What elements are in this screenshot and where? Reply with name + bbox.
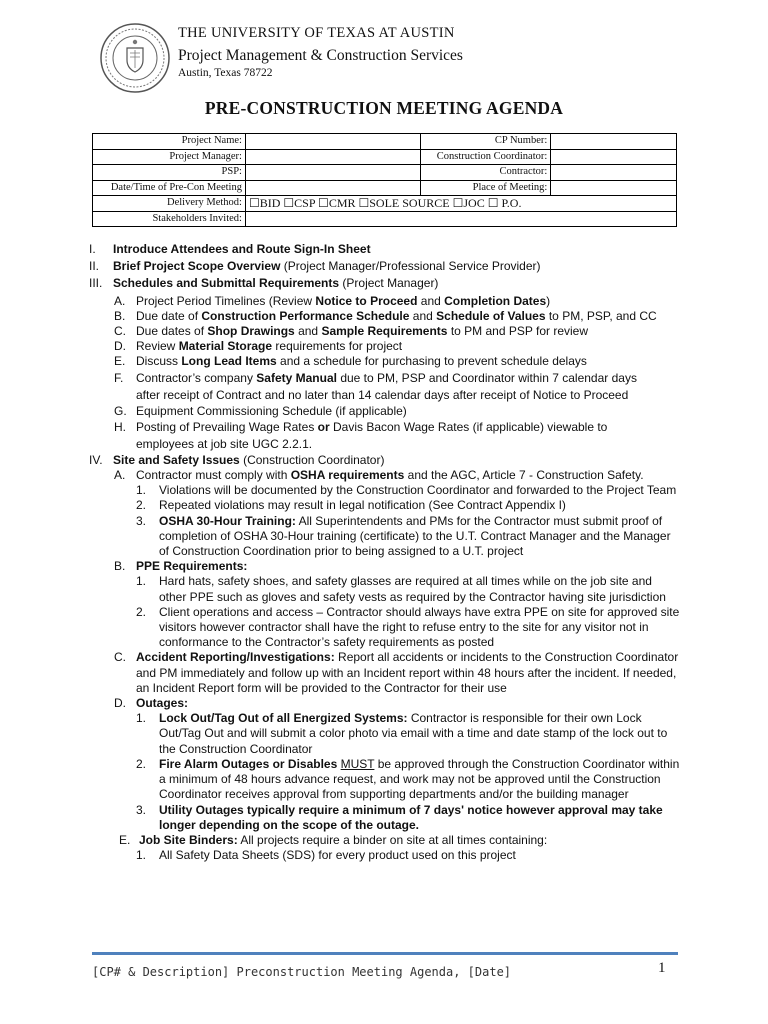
item-text: Contractor must comply with	[136, 468, 291, 483]
table-row	[93, 165, 677, 181]
item-text: to PM and PSP for review	[447, 324, 588, 339]
agenda-item-i	[0, 242, 768, 257]
page-title: PRE-CONSTRUCTION MEETING AGENDA	[204, 98, 564, 118]
stakeholders-label: Stakeholders Invited:	[93, 211, 246, 227]
item-title: Schedules and Submittal Requirements	[113, 276, 340, 291]
page-number: 1	[658, 960, 666, 976]
agenda-subitem-iii-a	[0, 294, 768, 309]
item-text: Project Period Timelines (Review	[136, 293, 316, 308]
item-bold: Shop Drawings	[207, 324, 295, 339]
university-name: THE UNIVERSITY OF TEXAS AT AUSTIN	[178, 25, 455, 41]
item-bold: Notice to Proceed	[315, 293, 418, 308]
item-text: Contractor is responsible for their own Lock Out/Tag Out and will submit a color photo via email with a time and date stamp of the lock out to the Construction Coordinator	[159, 711, 668, 756]
item-bold: OSHA requirements	[290, 468, 405, 483]
item-number: 3.	[136, 513, 147, 528]
item-text: Davis Bacon Wage Rates (if applicable) viewable to	[329, 419, 608, 434]
item-bold: Outages:	[136, 696, 189, 711]
agenda-item-iv	[0, 453, 768, 468]
item-text: and	[417, 293, 445, 308]
item-text: All projects require a binder on site at all times containing:	[237, 832, 548, 847]
item-text: Due dates of	[136, 324, 208, 339]
address: Austin, Texas 78722	[178, 67, 273, 79]
item-bold: PPE Requirements:	[136, 559, 248, 574]
table-row	[93, 134, 677, 150]
item-number: A.	[114, 293, 126, 308]
department-name: Project Management & Construction Services	[178, 47, 463, 64]
item-text: and the AGC, Article 7 - Construction Safety.	[404, 468, 644, 483]
item-bold: Material Storage	[178, 339, 273, 354]
item-text: due to PM, PSP and Coordinator within 7 calendar days	[336, 370, 637, 385]
item-text: Hard hats, safety shoes, and safety glasses are required at all times while on the job site and other PPE such as gloves and safety vests as required by the Contractor having site jurisdiction	[159, 574, 666, 604]
agenda-subitem-iii-b	[0, 309, 768, 324]
item-bold: Job Site Binders:	[139, 832, 238, 847]
item-bold: Sample Requirements	[321, 324, 448, 339]
agenda-subitem-iii-d	[0, 339, 768, 354]
item-text: Discuss	[136, 354, 182, 369]
place-label: Place of Meeting:	[421, 180, 551, 196]
item-text: (Project Manager/Professional Service Provider)	[280, 259, 541, 274]
agenda-subitem-iii-g	[0, 404, 768, 419]
item-underlined: MUST	[340, 756, 375, 771]
item-number: D.	[114, 339, 126, 354]
agenda-subitem-iii-e	[0, 354, 768, 369]
item-text: Repeated violations may result in legal notification (See Contract Appendix I)	[159, 498, 566, 513]
item-number: III.	[89, 276, 103, 291]
agenda-subitem-iv-a-1	[0, 483, 768, 498]
item-number: E.	[119, 832, 131, 847]
item-bold: Construction Performance Schedule	[201, 308, 410, 323]
item-text: All Superintendents and PMs for the Contractor must submit proof of completion of OSHA 30-Hour training (certificate) to the U.T. Contract Manager and the Manager of Construction Coordination prior to being assigned to a U.T. project	[159, 513, 671, 559]
table-row	[93, 196, 677, 212]
item-bold: OSHA 30-Hour Training:	[159, 513, 296, 528]
item-number: 2.	[136, 498, 147, 513]
item-bold: Schedule of Values	[436, 308, 546, 323]
item-number: C.	[114, 324, 126, 339]
item-bold: or	[317, 419, 330, 434]
item-text: Review	[136, 339, 179, 354]
item-number: II.	[89, 259, 100, 274]
item-bold: Lock Out/Tag Out of all Energized Systems:	[159, 711, 408, 726]
item-number: 1.	[136, 711, 147, 726]
university-seal-icon	[99, 22, 171, 94]
item-bold: Fire Alarm Outages or Disables	[159, 756, 341, 771]
item-number: 1.	[136, 848, 147, 863]
agenda-subitem-iv-c	[0, 650, 768, 696]
item-text: Report all accidents or incidents to the Construction Coordinator and PM immediately and follow up with an Incident report within 48 hours after the incident. If needed, an Incident Report form will be provided to the Contractor for their use	[136, 650, 679, 695]
item-text: Posting of Prevailing Wage Rates	[136, 419, 318, 434]
delivery-method-options[interactable]: ☐BID ☐CSP ☐CMR ☐SOLE SOURCE ☐JOC ☐ P.O.	[245, 196, 676, 212]
item-text: Client operations and access – Contractor should always have extra PPE on site for approved site visitors however contractor shall have the right to refuse entry to the site for any visitor not in conformance to the Contractor’s safety requirements as posted	[159, 604, 680, 650]
item-number: IV.	[89, 452, 103, 467]
agenda-subitem-iv-a-2	[0, 498, 768, 513]
item-number: 1.	[136, 483, 147, 498]
item-number: B.	[114, 559, 126, 574]
item-number: I.	[89, 242, 96, 256]
item-bold: Long Lead Items	[181, 354, 277, 369]
item-number: G.	[114, 403, 127, 418]
place-field[interactable]	[551, 180, 677, 196]
item-number: F.	[114, 370, 124, 385]
agenda-subitem-iv-e-1	[0, 848, 768, 863]
item-number: 1.	[136, 574, 147, 589]
agenda-subitem-iii-c	[0, 324, 768, 339]
table-row	[93, 211, 677, 227]
agenda-item-ii	[0, 259, 768, 274]
agenda-subitem-iv-d	[0, 696, 768, 711]
psp-label: PSP:	[93, 165, 246, 181]
item-text: Contractor’s company	[136, 370, 257, 385]
item-text: and	[409, 308, 437, 323]
item-text: )	[546, 293, 551, 308]
item-text: to PM, PSP, and CC	[545, 308, 657, 323]
item-text: employees at job site UGC 2.2.1.	[136, 436, 313, 451]
item-number: 2.	[136, 604, 147, 619]
agenda-subitem-iv-d-3	[0, 803, 768, 833]
item-title: Introduce Attendees and Route Sign-In Sheet	[113, 242, 371, 256]
date-time-field[interactable]	[245, 180, 420, 196]
agenda-subitem-iv-b	[0, 559, 768, 574]
project-name-label: Project Name:	[93, 134, 246, 150]
project-manager-field[interactable]	[245, 149, 420, 165]
agenda-subitem-iv-d-2	[0, 757, 768, 803]
project-name-field[interactable]	[245, 134, 420, 150]
item-text: requirements for project	[272, 339, 403, 354]
item-text: after receipt of Contract and no later than 14 calendar days after receipt of Notice to Proceed	[136, 387, 629, 402]
agenda-subitem-iii-h	[0, 419, 768, 453]
table-row	[93, 180, 677, 196]
contractor-label: Contractor:	[421, 165, 551, 181]
item-bold: Safety Manual	[256, 370, 337, 385]
item-text: and a schedule for purchasing to prevent schedule delays	[276, 354, 587, 369]
item-bold: Utility Outages typically require a minimum of 7 days' notice however approval may take longer depending on the scope of the outage.	[159, 802, 663, 832]
item-number: 2.	[136, 756, 147, 771]
stakeholders-field[interactable]	[245, 211, 676, 227]
item-number: 3.	[136, 802, 147, 817]
item-text: (Construction Coordinator)	[239, 452, 385, 467]
agenda-subitem-iv-b-2	[0, 605, 768, 651]
agenda-subitem-iv-b-1	[0, 574, 768, 604]
item-text: Violations will be documented by the Construction Coordinator and forwarded to the Project Team	[159, 483, 677, 498]
project-info-table	[92, 133, 677, 227]
contractor-field[interactable]	[551, 165, 677, 181]
footer-rule	[92, 952, 678, 955]
project-manager-label: Project Manager:	[93, 149, 246, 165]
agenda-list	[0, 242, 768, 863]
item-number: B.	[114, 308, 126, 323]
footer-text: [CP# & Description] Preconstruction Meeting Agenda, [Date]	[92, 965, 512, 979]
item-title: Site and Safety Issues	[113, 452, 240, 467]
item-title: Brief Project Scope Overview	[113, 259, 281, 274]
delivery-method-label: Delivery Method:	[93, 196, 246, 212]
item-number: H.	[114, 419, 126, 434]
agenda-subitem-iv-a-3	[0, 514, 768, 560]
agenda-subitem-iii-f	[0, 370, 768, 404]
construction-coordinator-field[interactable]	[551, 149, 677, 165]
item-number: C.	[114, 650, 126, 665]
table-row	[93, 149, 677, 165]
item-text: Due date of	[136, 308, 202, 323]
item-number: A.	[114, 468, 126, 483]
agenda-item-iii	[0, 276, 768, 291]
cp-number-field[interactable]	[551, 134, 677, 150]
cp-number-label: CP Number:	[421, 134, 551, 150]
item-text: Equipment Commissioning Schedule (if applicable)	[136, 403, 407, 418]
agenda-subitem-iv-a	[0, 468, 768, 483]
item-number: D.	[114, 696, 126, 711]
psp-field[interactable]	[245, 165, 420, 181]
item-bold: Completion Dates	[444, 293, 547, 308]
agenda-subitem-iv-d-1	[0, 711, 768, 757]
date-time-label: Date/Time of Pre-Con Meeting	[93, 180, 246, 196]
construction-coordinator-label: Construction Coordinator:	[421, 149, 551, 165]
item-text: (Project Manager)	[339, 276, 439, 291]
item-text: All Safety Data Sheets (SDS) for every product used on this project	[159, 848, 516, 863]
item-text: be approved through the Construction Coordinator within a minimum of 48 hours advance request, and work may not be approved until the Construction Coordinator receives approval from supporting departments and/or the building manager	[159, 756, 680, 802]
item-bold: Accident Reporting/Investigations:	[136, 650, 335, 665]
agenda-subitem-iv-e	[0, 833, 768, 848]
item-number: E.	[114, 354, 126, 369]
item-text: and	[294, 324, 322, 339]
